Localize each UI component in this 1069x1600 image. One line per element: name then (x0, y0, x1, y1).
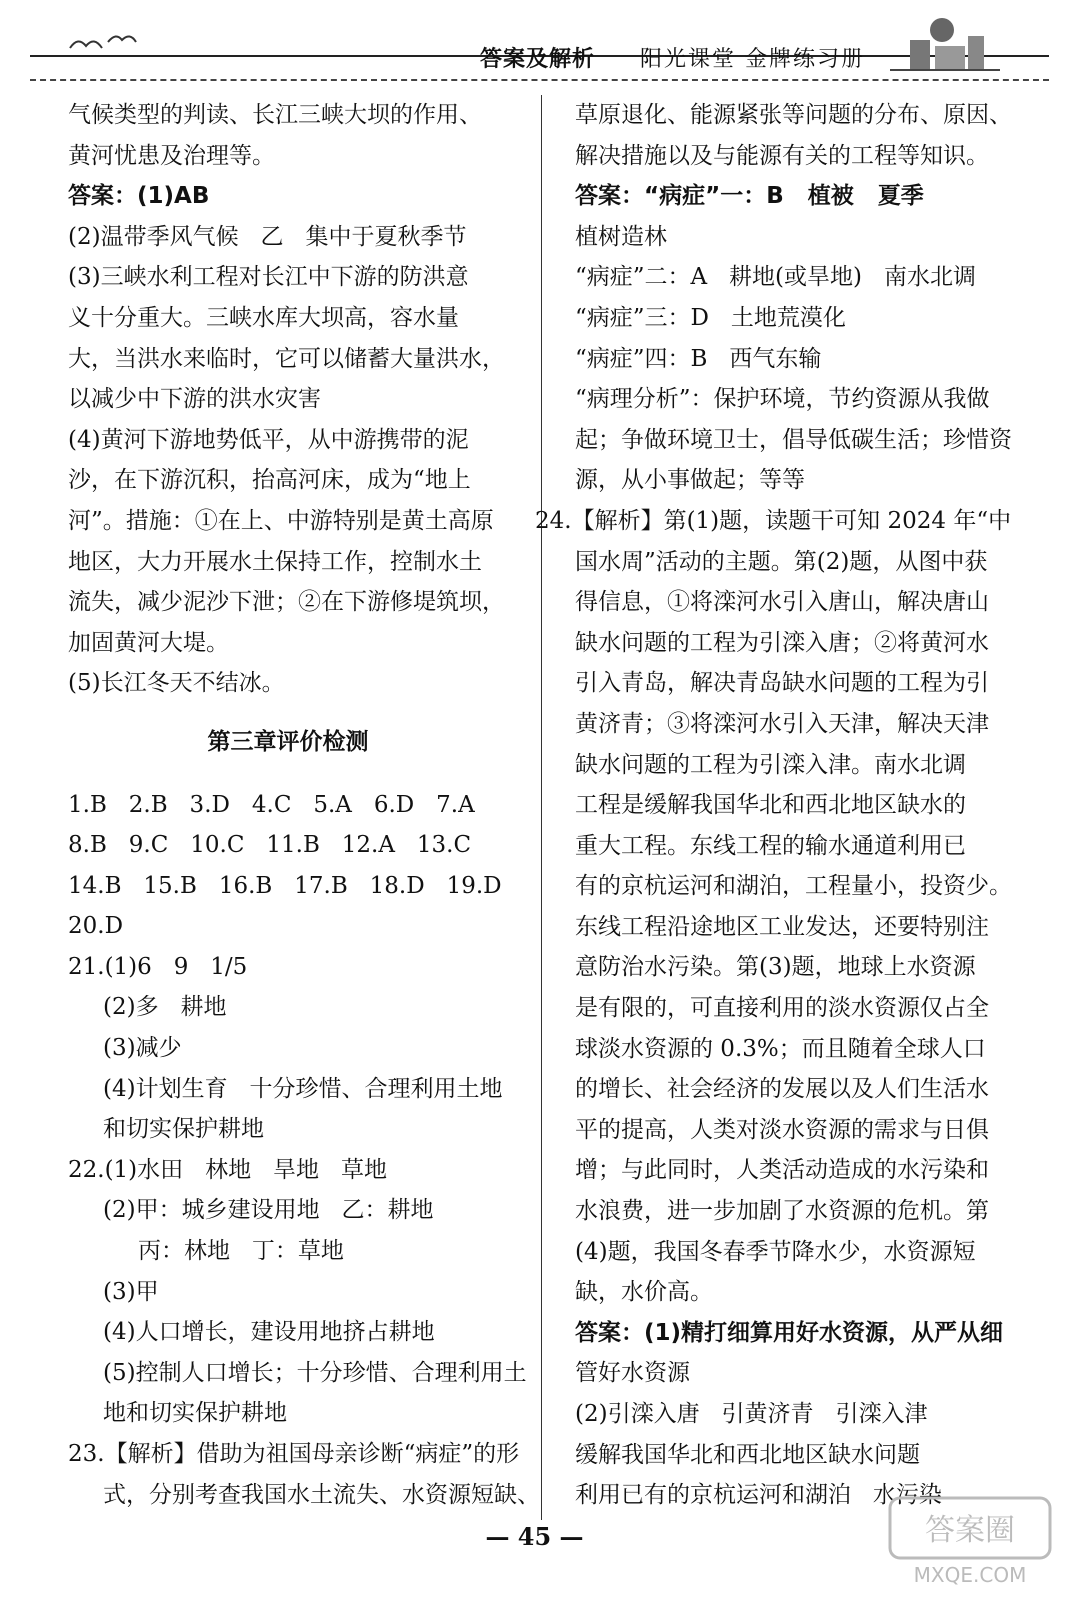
header-series-name: 阳光课堂 金牌练习册 (640, 47, 865, 72)
left-line: 加固黄河大堤。 (68, 629, 229, 656)
right-line: “病症”二：A 耕地(或旱地) 南水北调 (575, 264, 976, 291)
answer-row: 8.B 9.C 10.C 11.B 12.A 13.C (68, 832, 472, 859)
answer-line: 答案：(1)精打细算用好水资源，从严从细 (575, 1319, 1004, 1346)
left-line: (3)三峡水利工程对长江中下游的防洪意 (68, 264, 469, 291)
right-line: 源，从小事做起；等等 (575, 467, 805, 494)
left-line: (5)控制人口增长；十分珍惜、合理利用土 (103, 1359, 527, 1386)
right-line: 平的提高，人类对淡水资源的需求与日俱 (575, 1116, 989, 1143)
left-line: (4)黄河下游地势低平，从中游携带的泥 (68, 426, 469, 453)
question-24: 24.【解析】第(1)题，读题干可知 2024 年“中 (535, 507, 1012, 534)
left-line: (2)温带季风气候 乙 集中于夏秋季节 (68, 223, 467, 250)
right-line: 意防治水污染。第(3)题，地球上水资源 (575, 954, 976, 981)
header-title: 答案及解析 (480, 47, 596, 72)
right-line: 球淡水资源的 0.3%；而且随着全球人口 (575, 1035, 986, 1062)
right-line: 东线工程沿途地区工业发达，还要特别注 (575, 913, 989, 940)
right-line: 草原退化、能源紧张等问题的分布、原因、 (575, 102, 1012, 128)
svg-text:MXQE.COM: MXQE.COM (913, 1563, 1027, 1587)
left-line: 流失，减少泥沙下泄；②在下游修堤筑坝， (68, 589, 505, 616)
right-line: “病症”四：B 西气东输 (575, 345, 822, 372)
right-line: 利用已有的京杭运河和湖泊 水污染 (575, 1482, 942, 1509)
answer-row: 1.B 2.B 3.D 4.C 5.A 6.D 7.A (68, 791, 475, 818)
right-line: “病症”三：D 土地荒漠化 (575, 304, 846, 331)
seagull-decoration-icon (60, 28, 150, 58)
right-line: 缺水问题的工程为引滦入津。南水北调 (575, 751, 966, 778)
right-line: 缺水问题的工程为引滦入唐；②将黄河水 (575, 629, 989, 656)
left-line: 和切实保护耕地 (103, 1116, 264, 1143)
right-line: (4)题，我国冬春季节降水少，水资源短 (575, 1238, 976, 1265)
question-21: 21.(1)6 9 1/5 (68, 953, 248, 980)
left-line: 丙：林地 丁：草地 (138, 1238, 344, 1265)
left-line: (2)多 耕地 (103, 994, 227, 1021)
left-line: (4)计划生育 十分珍惜、合理利用土地 (103, 1075, 503, 1102)
left-line: 式，分别考查我国水土流失、水资源短缺、 (103, 1481, 540, 1508)
left-column (68, 95, 540, 1515)
left-line: 黄河忧患及治理等。 (68, 142, 275, 169)
right-line: 黄济青；③将滦河水引入天津，解决天津 (575, 710, 989, 737)
left-line: (3)甲 (103, 1278, 159, 1305)
left-line: 地区，大力开展水土保持工作，控制水土 (68, 548, 482, 575)
left-line: (5)长江冬天不结冰。 (68, 670, 285, 697)
answer-line: 答案：“病症”一：B 植被 夏季 (575, 183, 924, 210)
left-line: (3)减少 (103, 1035, 182, 1062)
svg-text:答案圈: 答案圈 (925, 1513, 1015, 1548)
right-column (535, 95, 1015, 1516)
right-line: 国水周”活动的主题。第(2)题，从图中获 (575, 548, 988, 575)
column-divider (541, 95, 542, 1520)
right-line: 工程是缓解我国华北和西北地区缺水的 (575, 792, 966, 819)
right-line: 水浪费，进一步加剧了水资源的危机。第 (575, 1198, 989, 1225)
left-line: 沙，在下游沉积，抬高河床，成为“地上 (68, 467, 471, 494)
right-line: 起；争做环境卫士，倡导低碳生活；珍惜资 (575, 426, 1012, 453)
right-line: 增；与此同时，人类活动造成的水污染和 (575, 1157, 989, 1184)
left-line: 气候类型的判读、长江三峡大坝的作用、 (68, 102, 482, 128)
right-line: 有的京杭运河和湖泊，工程量小，投资少。 (575, 873, 1012, 900)
question-22: 22.(1)水田 林地 旱地 草地 (68, 1156, 387, 1183)
answer-row: 14.B 15.B 16.B 17.B 18.D 19.D (68, 872, 502, 899)
left-line: 大，当洪水来临时，它可以储蓄大量洪水， (68, 345, 505, 372)
left-line: (4)人口增长，建设用地挤占耕地 (103, 1319, 435, 1346)
answer-row: 20.D (68, 913, 124, 940)
left-line: 地和切实保护耕地 (103, 1400, 287, 1427)
right-line: 缓解我国华北和西北地区缺水问题 (575, 1441, 920, 1468)
right-line: “病理分析”：保护环境，节约资源从我做 (575, 386, 990, 413)
landscape-decoration-icon (890, 10, 1000, 80)
right-line: 的增长、社会经济的发展以及人们生活水 (575, 1076, 989, 1103)
right-line: 植树造林 (575, 223, 667, 250)
answer-line: 答案：(1)AB (68, 183, 210, 210)
right-line: 重大工程。东线工程的输水通道利用已 (575, 832, 966, 859)
watermark-logo (880, 1490, 1060, 1590)
question-23: 23.【解析】借助为祖国母亲诊断“病症”的形 (68, 1441, 520, 1467)
right-line: 得信息，①将滦河水引入唐山，解决唐山 (575, 589, 989, 616)
right-line: (2)引滦入唐 引黄济青 引滦入津 (575, 1401, 928, 1427)
right-line: 解决措施以及与能源有关的工程等知识。 (575, 142, 989, 169)
section-title: 第三章评价检测 (207, 728, 369, 755)
left-line: 以减少中下游的洪水灾害 (68, 386, 321, 413)
page-number: — 45 — (485, 1522, 584, 1551)
left-line: 河”。措施：①在上、中游特别是黄土高原 (68, 507, 494, 534)
left-line: (2)甲：城乡建设用地 乙：耕地 (103, 1197, 434, 1224)
right-line: 引入青岛，解决青岛缺水问题的工程为引 (575, 670, 989, 697)
right-line: 管好水资源 (575, 1360, 690, 1387)
right-line: 缺，水价高。 (575, 1279, 713, 1306)
left-line: 义十分重大。三峡水库大坝高，容水量 (68, 304, 459, 331)
right-line: 是有限的，可直接利用的淡水资源仅占全 (575, 995, 989, 1022)
